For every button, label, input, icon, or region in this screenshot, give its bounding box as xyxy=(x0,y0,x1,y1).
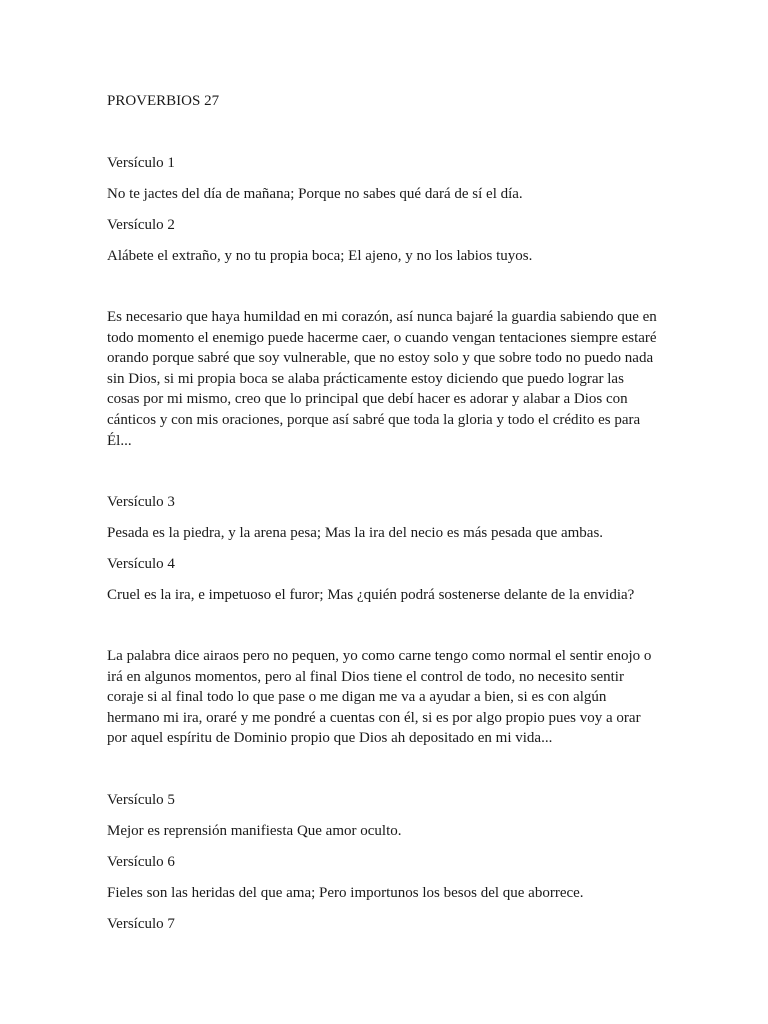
verse-label-3: Versículo 3 xyxy=(107,494,175,510)
verse-text-2: Alábete el extraño, y no tu propia boca; El ajeno, y no los labios tuyos. xyxy=(107,248,533,264)
reflection-line: cosas por mi mismo, creo que lo principal que debí hacer es adorar y alabar a Dios con xyxy=(107,391,628,408)
verse-label-4: Versículo 4 xyxy=(107,556,175,572)
verse-text-4: Cruel es la ira, e impetuoso el furor; Mas ¿quién podrá sostenerse delante de la envidia? xyxy=(107,587,635,603)
reflection-paragraph-1 xyxy=(107,307,663,451)
reflection-line: Él... xyxy=(107,432,132,449)
verse-text-5: Mejor es reprensión manifiesta Que amor oculto. xyxy=(107,823,402,839)
document-title: PROVERBIOS 27 xyxy=(107,93,220,109)
verse-label-2: Versículo 2 xyxy=(107,217,175,233)
reflection-line: coraje si al final todo lo que pase o me digan me va a ayudar a bien, si es con algún xyxy=(107,689,607,706)
verse-label-1: Versículo 1 xyxy=(107,155,175,171)
verse-text-6: Fieles son las heridas del que ama; Pero importunos los besos del que aborrece. xyxy=(107,885,584,901)
verse-label-7: Versículo 7 xyxy=(107,916,175,932)
reflection-line: todo momento el enemigo puede hacerme caer, o cuando vengan tentaciones siempre estaré xyxy=(107,329,657,346)
reflection-line: hermano mi ira, oraré y me pondré a cuentas con él, si es por algo propio pues voy a orar xyxy=(107,709,641,726)
reflection-line: sin Dios, si mi propia boca se alaba prácticamente estoy diciendo que puedo lograr las xyxy=(107,370,624,387)
verse-label-5: Versículo 5 xyxy=(107,792,175,808)
reflection-line: por aquel espíritu de Dominio propio que Dios ah depositado en mi vida... xyxy=(107,730,553,747)
reflection-line: La palabra dice airaos pero no pequen, yo como carne tengo como normal el sentir enojo o xyxy=(107,648,652,664)
reflection-line: orando porque sabré que soy vulnerable, que no estoy solo y que sobre todo no puedo nada xyxy=(107,350,654,367)
reflection-paragraph-2 xyxy=(107,646,663,749)
verse-text-3: Pesada es la piedra, y la arena pesa; Mas la ira del necio es más pesada que ambas. xyxy=(107,525,604,541)
verse-label-6: Versículo 6 xyxy=(107,854,175,870)
verse-text-1: No te jactes del día de mañana; Porque no sabes qué dará de sí el día. xyxy=(107,186,523,202)
reflection-line: cánticos y con mis oraciones, porque así sabré que toda la gloria y todo el crédito es para xyxy=(107,411,641,428)
reflection-line: Es necesario que haya humildad en mi corazón, así nunca bajaré la guardia sabiendo que en xyxy=(107,309,657,325)
reflection-line: irá en algunos momentos, pero al final Dios tiene el control de todo, no necesito sentir xyxy=(107,668,624,685)
